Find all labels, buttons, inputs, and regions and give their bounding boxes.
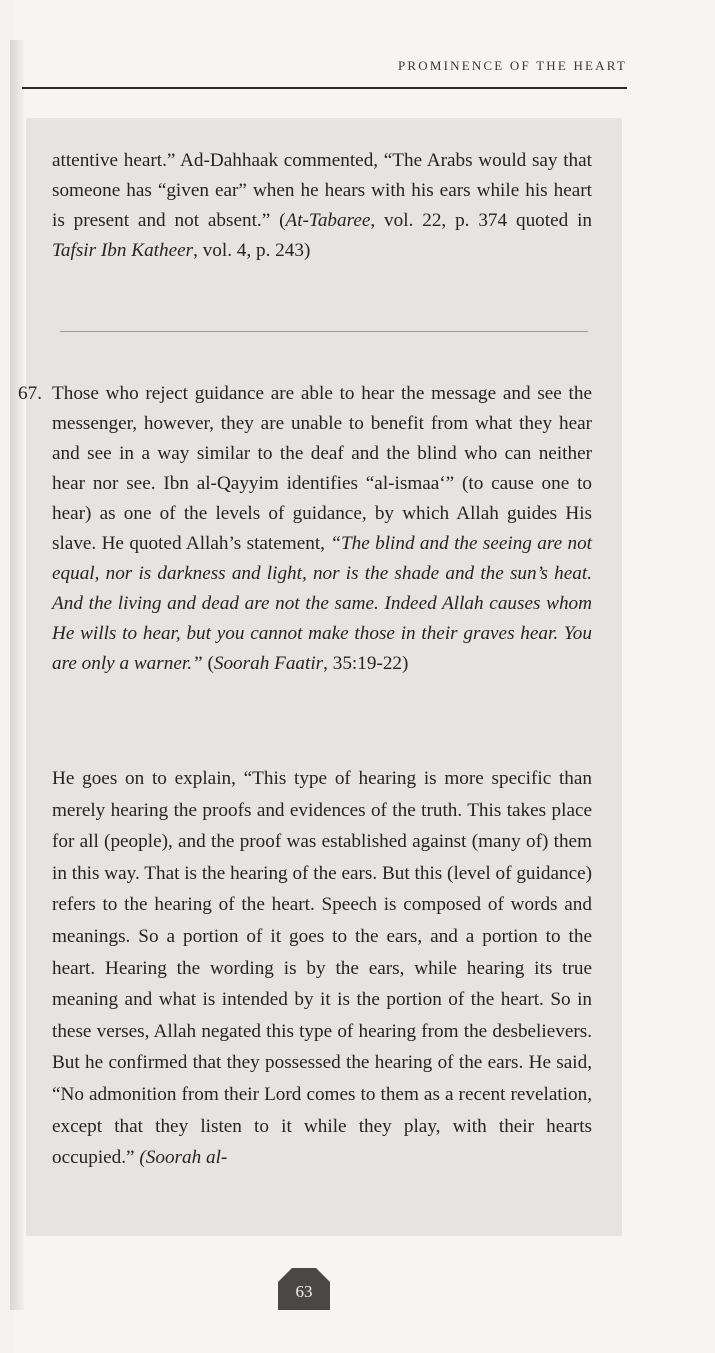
paragraph-continued: He goes on to explain, “This type of hearing is more specific than merely hearing the proofs and evidences of the truth. This takes place for all (people), and the proof was established against (many of) them in this way. That is the hearing of the ears. But this (level of guidance) refers to the hearing of the heart. Speech is composed of words and meanings. So a portion of it goes to the ears, and a portion to the heart. Hearing the wording is by the ears, while hearing its true meaning and what is intended by it is the portion of the heart. So in these verses, Allah negated this type of hearing from the desbelievers. But he confirmed that they possessed the hearing of the ears. He said, “No admonition from their Lord comes to them as a recent revelation, except that they listen to it while they play, with their hearts occupied.” (Soorah al- [52,768,592,1169]
footnote-67 [18,379,592,679]
surah-reference: Soorah Faatir [213,653,324,674]
paragraph-top: attentive heart.” Ad-Dahhaak commented, “The Arabs would say that someone has “given ear” when he hears with his ears while his heart is present and not absent.” (At-Tabaree, vol. 22, p. 374 quoted in Tafsir Ibn Katheer, vol. 4, p. 243) [52,150,592,261]
header-rule [22,87,627,89]
footnote-continuation [52,146,592,266]
citation-at-tabaree: At-Tabaree [285,210,371,231]
citation-tafsir: Tafsir Ibn Katheer [52,240,194,261]
paragraph-67: Those who reject guidance are able to hear the message and see the messenger, however, they are unable to benefit from what they hear and see in a way similar to the deaf and the blind who can neither hear nor see. Ibn al-Qayyim identifies “al-ismaa‘” (to cause one to hear) as one of the levels of guidance, by which Allah guides His slave. He quoted Allah’s statement, “The blind and the seeing are not equal, nor is darkness and light, nor is the shade and the sun’s heat. And the living and dead are not the same. Indeed Allah causes whom He wills to hear, but you cannot make those in their graves hear. You are only a warner.” (Soorah Faatir, 35:19-22) [52,383,592,674]
footnote-67-continued [52,763,592,1174]
running-header: PROMINENCE OF THE HEART [397,58,627,73]
section-divider [60,331,588,332]
book-spine-shadow [10,40,24,1310]
surah-reference-cut: (Soorah al- [139,1147,228,1169]
page-number-tab [278,1268,330,1310]
page-number: 63 [295,1282,313,1301]
quran-quote: “The blind and the seeing are not equal, nor is darkness and light, nor is the shade and the sun’s heat. And the living and dead are not the same. Indeed Allah causes whom He wills to hear, but you cannot make those in their graves hear. You are only a warner.” [52,533,592,674]
footnote-number: 67. [18,383,42,404]
